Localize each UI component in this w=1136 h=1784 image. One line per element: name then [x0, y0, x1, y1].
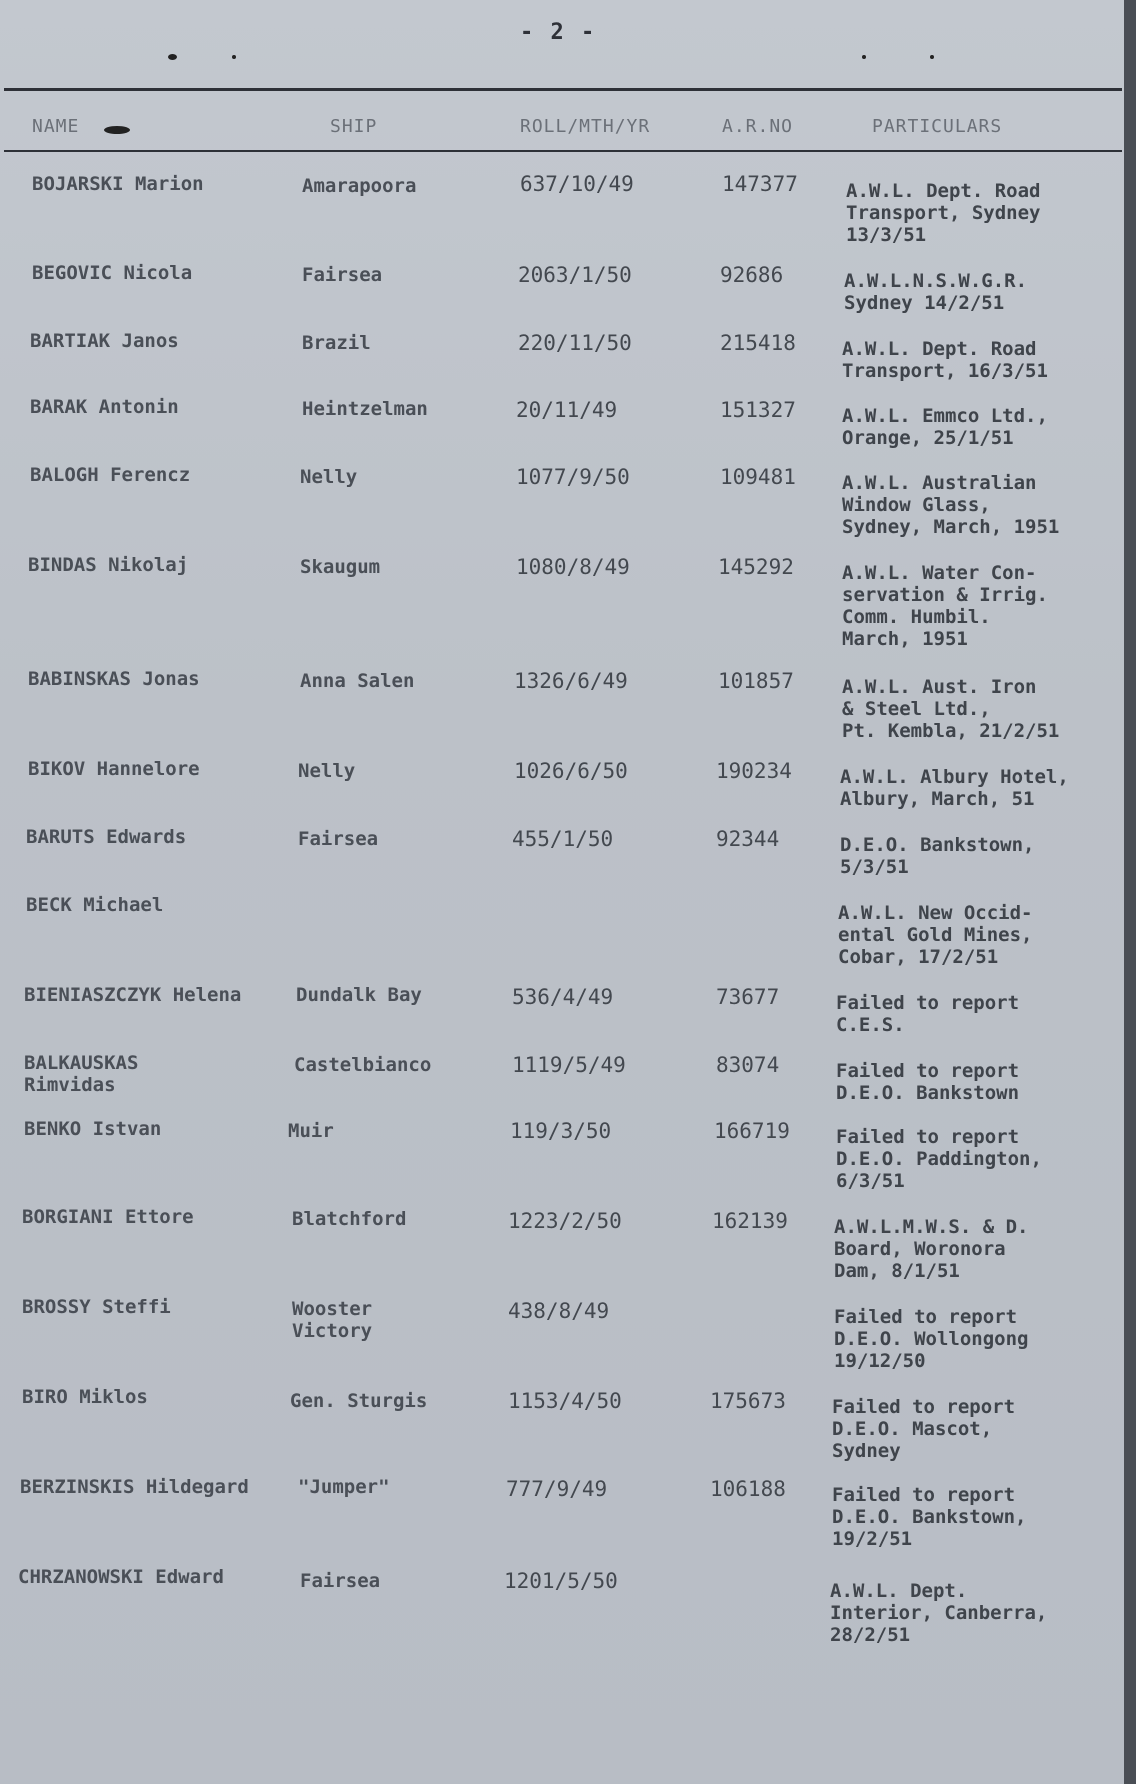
row-ship: Heintzelman — [302, 398, 428, 420]
row-ship: Blatchford — [292, 1208, 407, 1230]
row-roll: 220/11/50 — [518, 331, 632, 355]
row-name: BIENIASZCZYK Helena — [24, 984, 242, 1006]
page-number: - 2 - — [520, 20, 597, 45]
row-ar-no: 215418 — [720, 331, 796, 355]
header-bottom-rule — [4, 150, 1122, 152]
row-roll: 1080/8/49 — [516, 555, 630, 579]
row-roll: 1026/6/50 — [514, 759, 628, 783]
row-roll: 1201/5/50 — [504, 1569, 618, 1593]
header-roll: ROLL/MTH/YR — [520, 116, 651, 137]
ink-speck — [104, 126, 130, 134]
row-roll: 777/9/49 — [506, 1477, 608, 1501]
row-ship: Anna Salen — [300, 670, 415, 692]
row-name: BECK Michael — [26, 894, 164, 916]
row-ar-no: 151327 — [720, 398, 796, 422]
row-ar-no: 73677 — [716, 985, 780, 1009]
row-name: BARTIAK Janos — [30, 330, 179, 352]
row-particulars: Failed to report D.E.O. Mascot, Sydney — [832, 1396, 1016, 1462]
ink-speck — [930, 55, 934, 59]
row-ar-no: 83074 — [716, 1053, 780, 1077]
row-roll: 2063/1/50 — [518, 263, 632, 287]
row-particulars: A.W.L.M.W.S. & D. Board, Woronora Dam, 8/1/51 — [834, 1216, 1029, 1282]
row-particulars: A.W.L. Dept. Road Transport, 16/3/51 — [842, 338, 1048, 382]
row-particulars: A.W.L. Emmco Ltd., Orange, 25/1/51 — [842, 405, 1048, 449]
row-particulars: A.W.L. New Occid- ental Gold Mines, Cobar, 17/2/51 — [838, 902, 1033, 968]
row-ar-no: 92686 — [720, 263, 784, 287]
row-particulars: Failed to report D.E.O. Bankstown, 19/2/51 — [832, 1484, 1027, 1550]
row-roll: 1077/9/50 — [516, 465, 630, 489]
row-name: BALOGH Ferencz — [30, 464, 191, 486]
row-ship: Brazil — [302, 332, 371, 354]
row-particulars: A.W.L. Dept. Interior, Canberra, 28/2/51 — [830, 1580, 1048, 1646]
row-name: BARUTS Edwards — [26, 826, 187, 848]
row-ar-no: 109481 — [720, 465, 796, 489]
row-name: BINDAS Nikolaj — [28, 554, 189, 576]
row-ship: "Jumper" — [298, 1476, 390, 1498]
row-name: BEGOVIC Nicola — [32, 262, 193, 284]
row-name: BOJARSKI Marion — [32, 173, 204, 195]
row-particulars: Failed to report D.E.O. Wollongong 19/12/50 — [834, 1306, 1029, 1372]
row-name: BORGIANI Ettore — [22, 1206, 194, 1228]
row-name: BENKO Istvan — [24, 1118, 162, 1140]
row-particulars: D.E.O. Bankstown, 5/3/51 — [840, 834, 1035, 878]
row-ship: Nelly — [300, 466, 358, 488]
row-ship: Muir — [288, 1120, 334, 1142]
row-roll: 1153/4/50 — [508, 1389, 622, 1413]
row-name: CHRZANOWSKI Edward — [18, 1566, 224, 1588]
row-roll: 455/1/50 — [512, 827, 614, 851]
row-ship: Wooster Victory — [292, 1298, 373, 1342]
row-ar-no: 147377 — [722, 172, 798, 196]
row-roll: 438/8/49 — [508, 1299, 610, 1323]
row-roll: 536/4/49 — [512, 985, 614, 1009]
row-particulars: A.W.L. Aust. Iron & Steel Ltd., Pt. Kembla, 21/2/51 — [842, 676, 1060, 742]
header-particulars: PARTICULARS — [872, 116, 1003, 137]
row-roll: 637/10/49 — [520, 172, 634, 196]
row-ar-no: 166719 — [714, 1119, 790, 1143]
row-particulars: A.W.L. Water Con- servation & Irrig. Comm. Humbil. March, 1951 — [842, 562, 1048, 650]
header-ar-no: A.R.NO — [722, 116, 794, 137]
ink-speck — [168, 54, 177, 60]
row-ship: Dundalk Bay — [296, 984, 422, 1006]
header-ship: SHIP — [330, 116, 378, 137]
row-name: BERZINSKIS Hildegard — [20, 1476, 249, 1498]
row-ar-no: 101857 — [718, 669, 794, 693]
row-particulars: A.W.L.N.S.W.G.R. Sydney 14/2/51 — [844, 270, 1028, 314]
row-particulars: A.W.L. Dept. Road Transport, Sydney 13/3/51 — [846, 180, 1041, 246]
row-ar-no: 175673 — [710, 1389, 786, 1413]
row-name: BALKAUSKAS Rimvidas — [24, 1052, 139, 1096]
row-name: BIKOV Hannelore — [28, 758, 200, 780]
row-particulars: Failed to report C.E.S. — [836, 992, 1020, 1036]
row-name: BABINSKAS Jonas — [28, 668, 200, 690]
row-ship: Castelbianco — [294, 1054, 432, 1076]
row-ar-no: 162139 — [712, 1209, 788, 1233]
header-top-rule — [4, 88, 1122, 91]
row-ship: Fairsea — [302, 264, 383, 286]
row-ship: Nelly — [298, 760, 356, 782]
row-roll: 1223/2/50 — [508, 1209, 622, 1233]
row-ar-no: 106188 — [710, 1477, 786, 1501]
row-ship: Amarapoora — [302, 175, 417, 197]
row-ar-no: 92344 — [716, 827, 780, 851]
row-roll: 119/3/50 — [510, 1119, 612, 1143]
row-roll: 1119/5/49 — [512, 1053, 626, 1077]
ink-speck — [232, 55, 236, 59]
ink-speck — [862, 55, 866, 59]
row-name: BROSSY Steffi — [22, 1296, 171, 1318]
row-particulars: A.W.L. Australian Window Glass, Sydney, March, 1951 — [842, 472, 1060, 538]
row-name: BARAK Antonin — [30, 396, 179, 418]
row-roll: 20/11/49 — [516, 398, 618, 422]
row-roll: 1326/6/49 — [514, 669, 628, 693]
row-ship: Fairsea — [300, 1570, 381, 1592]
row-ar-no: 190234 — [716, 759, 792, 783]
row-ship: Skaugum — [300, 556, 381, 578]
header-name: NAME — [32, 116, 80, 137]
row-name: BIRO Miklos — [22, 1386, 148, 1408]
row-particulars: Failed to report D.E.O. Bankstown — [836, 1060, 1020, 1104]
row-particulars: Failed to report D.E.O. Paddington, 6/3/51 — [836, 1126, 1042, 1192]
row-particulars: A.W.L. Albury Hotel, Albury, March, 51 — [840, 766, 1069, 810]
row-ar-no: 145292 — [718, 555, 794, 579]
row-ship: Fairsea — [298, 828, 379, 850]
row-ship: Gen. Sturgis — [290, 1390, 428, 1412]
